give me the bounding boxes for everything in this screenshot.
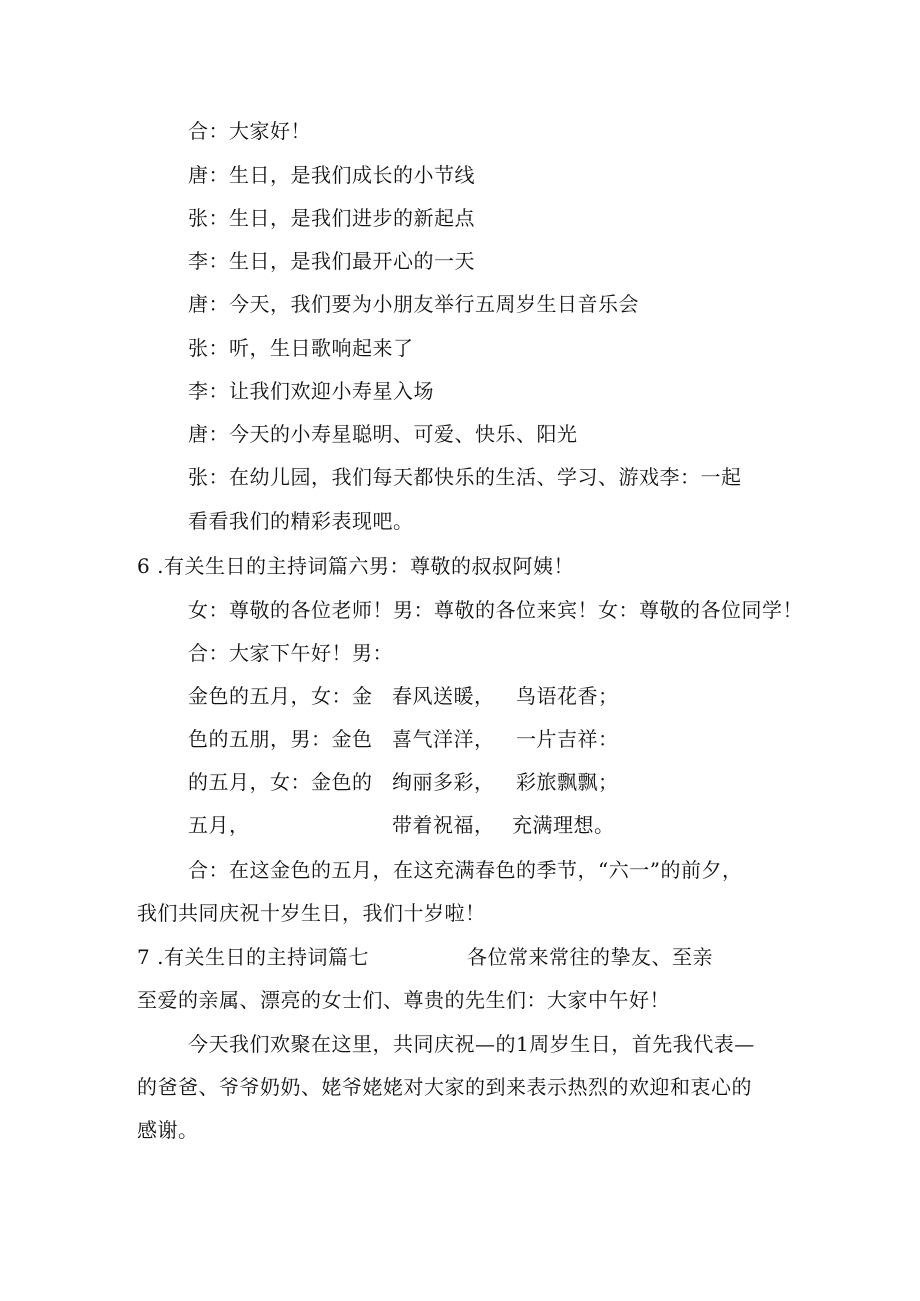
text-line: 女：尊敬的各位老师！男：尊敬的各位来宾！女：尊敬的各位同学！ [188,598,803,622]
text-line: 今天我们欢聚在这里，共同庆祝—的1周岁生日，首先我代表— [188,1032,755,1056]
text-line: 各位常来常往的挚友、至亲 [467,945,713,969]
text-line: 的爸爸、爷爷奶奶、姥爷姥姥对大家的到来表示热烈的欢迎和衷心的 [137,1075,752,1099]
poem-col-2: 春风送暖， [392,684,495,708]
text-line: 合：大家好！ [188,119,311,143]
poem-col-2: 喜气洋洋， [392,727,495,751]
poem-col-3: 彩旅飘飘； [516,770,619,794]
text-line: 张：在幼儿园，我们每天都快乐的生活、学习、游戏李：一起 [188,465,742,489]
text-line: 感谢。 [137,1118,199,1142]
text-line: 看看我们的精彩表现吧。 [188,509,414,533]
poem-col-3: 一片吉祥： [516,727,619,751]
section-heading: 6 .有关生日的主持词篇六男：尊敬的叔叔阿姨！ [137,554,574,578]
text-line: 唐：今天的小寿星聪明、可爱、快乐、阳光 [188,422,578,446]
poem-col-3: 鸟语花香； [516,684,619,708]
text-line: 我们共同庆祝十岁生日，我们十岁啦！ [137,901,486,925]
poem-col-1: 色的五朋，男：金色 [188,727,373,751]
section-heading: 7 .有关生日的主持词篇七 [137,945,369,969]
text-line: 李：让我们欢迎小寿星入场 [188,379,434,403]
poem-col-2: 绚丽多彩， [392,770,495,794]
text-line: 张：听，生日歌响起来了 [188,336,414,360]
poem-col-1: 五月， [188,813,250,837]
poem-col-2: 带着祝福， [392,813,495,837]
text-line: 合：大家下午好！男： [188,641,393,665]
poem-col-1: 的五月，女：金色的 [188,770,373,794]
poem-col-1: 金色的五月，女：金 [188,684,373,708]
text-line: 唐：生日，是我们成长的小节线 [188,163,475,187]
text-line: 至爱的亲属、漂亮的女士们、尊贵的先生们：大家中午好！ [137,988,670,1012]
text-line: 唐：今天，我们要为小朋友举行五周岁生日音乐会 [188,292,639,316]
text-line: 张：生日，是我们进步的新起点 [188,206,475,230]
text-line: 合：在这金色的五月，在这充满春色的季节，“六一”的前夕， [188,858,743,882]
text-line: 李：生日，是我们最开心的一天 [188,249,475,273]
poem-col-3: 充满理想。 [512,813,615,837]
